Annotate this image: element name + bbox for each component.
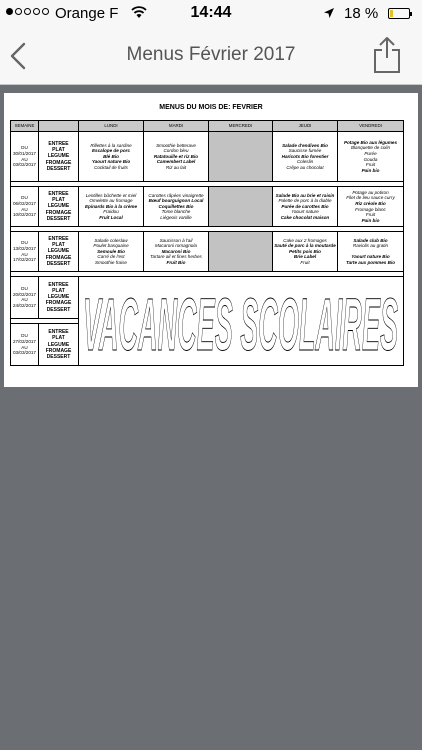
header-blank [39, 121, 79, 132]
svg-text:VACANCES SCOLAIRES: VACANCES SCOLAIRES [82, 282, 399, 364]
menu-cell-jeudi: Cake aux 2 fromages Sauté de porc à la moutarde Petits pois Bio Brie Label Fruit [273, 232, 338, 272]
week-dates: DU 06/02/2017 AU 10/02/2017 [11, 187, 39, 227]
menu-cell-mardi: Saucisson à l'ail Macaroni romagnola Macaroni Bio Tartare ail et fines herbes Fruit Bio [144, 232, 209, 272]
page-title: Menus Février 2017 [126, 44, 296, 65]
menu-cell-mardi: Carottes râpées vinaigrette Bœuf bourguignon Local Coquillettes Bio Tome blanche Liégeois vanille [144, 187, 209, 227]
header-semaine: SEMAINE [11, 121, 39, 132]
week-dates: DU 27/02/2017 AU 03/03/2017 [11, 324, 39, 366]
header-jeudi: JEUDI [273, 121, 338, 132]
table-row [11, 232, 404, 272]
share-icon[interactable] [372, 36, 402, 74]
menu-cell-mercredi [209, 132, 273, 182]
meal-categories: ENTREE PLAT LEGUME FROMAGE DESSERT [39, 132, 79, 182]
meal-categories: ENTREE PLAT LEGUME FROMAGE DESSERT [39, 187, 79, 227]
menu-cell-vendredi: Potage au potiron Filet de lieu sauce curry Riz créole Bio Fromage blanc Fruit Pain bio [338, 187, 404, 227]
table-row [11, 132, 404, 182]
battery-percentage: 18 % [344, 5, 379, 22]
menu-cell-lundi: Lentilles bûchette et miel Omelette au fromage Epinards Bio à la crème Fraidou Fruit Local [79, 187, 144, 227]
navigation-bar [0, 28, 422, 85]
menu-cell-jeudi: Salade Bio au brie et raisin Palette de porc à la diable Purée de carottes Bio Yaourt nature Cake chocolat maison [273, 187, 338, 227]
menu-cell-mercredi [209, 187, 273, 227]
document-title: MENUS DU MOIS DE: FEVRIER [159, 104, 263, 111]
week-dates: DU 30/01/2017 AU 03/02/2017 [11, 132, 39, 182]
carrier-name: Orange F [55, 5, 119, 22]
meal-categories: ENTREE PLAT LEGUME FROMAGE DESSERT [39, 277, 79, 319]
vacances-scolaires-text [80, 278, 402, 364]
menu-cell-mardi: Smoothie betterave Cordon bleu Ratatouille et riz Bio Camembert Label Riz au lait [144, 132, 209, 182]
location-arrow-icon [323, 7, 335, 19]
menu-cell-lundi: Salade coleslaw Poulet basquaise Semoule Bio Carré de l'est Smoothie fraise [79, 232, 144, 272]
header-lundi: LUNDI [79, 121, 144, 132]
table-row [11, 277, 404, 319]
week-dates: DU 20/02/2017 AU 24/02/2017 [11, 277, 39, 319]
menu-cell-vendredi: Salade club Bio Raviolis au gratin Yaourt nature Bio Tarte aux pommes Bio [338, 232, 404, 272]
week-dates: DU 13/02/2017 AU 17/02/2017 [11, 232, 39, 272]
menu-table [10, 120, 404, 366]
meal-categories: ENTREE PLAT LEGUME FROMAGE DESSERT [39, 324, 79, 366]
menu-cell-jeudi: Salade d'endives Bio Saucisse fumée Haricots Bio forestier Coleslin Crêpe au chocolat [273, 132, 338, 182]
table-row [11, 187, 404, 227]
menu-cell-vendredi: Potage Bio aux légumes Blanquette de colin Purée Gouda Fruit Pain bio [338, 132, 404, 182]
meal-categories: ENTREE PLAT LEGUME FROMAGE DESSERT [39, 232, 79, 272]
menu-document [4, 93, 418, 387]
battery-icon [388, 8, 410, 19]
vacances-banner [79, 277, 404, 366]
menu-cell-lundi: Rillettes à la sardine Escalope de porc Blé Bio Yaourt nature Bio Cocktail de fruits [79, 132, 144, 182]
header-vendredi: VENDREDI [338, 121, 404, 132]
status-bar [0, 0, 422, 28]
menu-cell-mercredi [209, 232, 273, 272]
clock: 14:44 [190, 4, 232, 21]
table-header-row [11, 121, 404, 132]
header-mardi: MARDI [144, 121, 209, 132]
header-mercredi: MERCREDI [209, 121, 273, 132]
